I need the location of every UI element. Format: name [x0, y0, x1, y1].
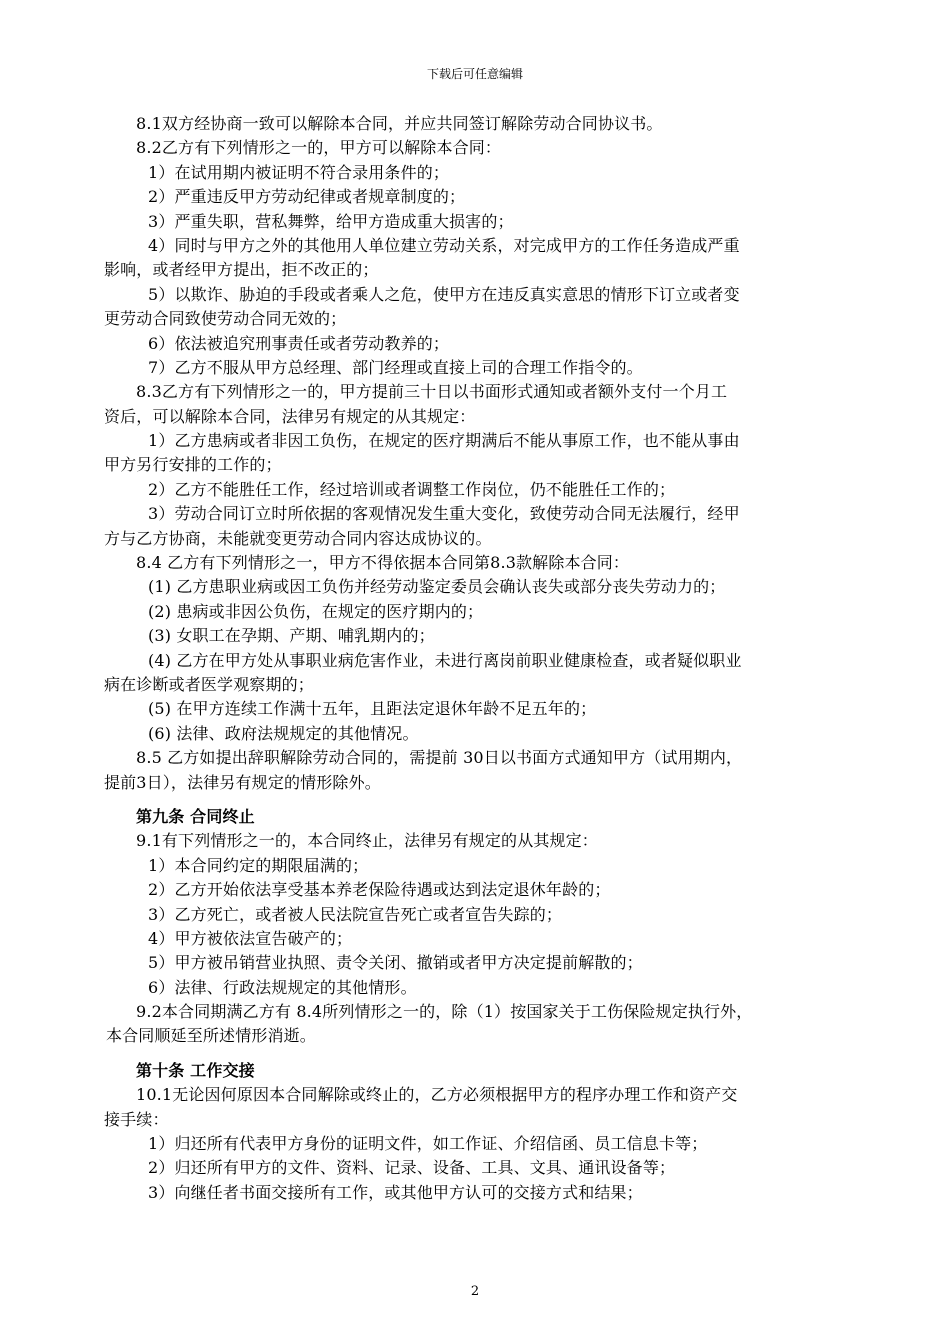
- text-line: 8.5 乙方如提出辞职解除劳动合同的，需提前 30日以书面方式通知甲方（试用期内，: [136, 748, 743, 768]
- text-line: 接手续：: [104, 1109, 169, 1129]
- text-line: (5) 在甲方连续工作满十五年，且距法定退休年龄不足五年的；: [148, 699, 597, 719]
- text-line: 提前3日），法律另有规定的情形除外。: [104, 772, 381, 792]
- text-line: 10.1无论因何原因本合同解除或终止的，乙方必须根据甲方的程序办理工作和资产交: [136, 1085, 738, 1105]
- document-body: [104, 112, 862, 1205]
- text-line: 8.1双方经协商一致可以解除本合同，并应共同签订解除劳动合同协议书。: [136, 114, 663, 133]
- text-line: 2）严重违反甲方劳动纪律或者规章制度的；: [148, 187, 466, 207]
- text-line: 6）法律、行政法规规定的其他情形。: [148, 977, 417, 997]
- text-line: 1）归还所有代表甲方身份的证明文件，如工作证、介绍信函、员工信息卡等；: [148, 1134, 708, 1154]
- text-line: 1）乙方患病或者非因工负伤，在规定的医疗期满后不能从事原工作，也不能从事由: [148, 431, 740, 451]
- text-line: 2）归还所有甲方的文件、资料、记录、设备、工具、文具、通讯设备等；: [148, 1158, 676, 1178]
- text-line: 1）本合同约定的期限届满的；: [148, 855, 369, 875]
- text-line: 3）乙方死亡，或者被人民法院宣告死亡或者宣告失踪的；: [148, 904, 563, 924]
- text-line: 5）甲方被吊销营业执照、责令关闭、撤销或者甲方决定提前解散的；: [148, 953, 643, 973]
- section-heading: 第十条 工作交接: [136, 1060, 255, 1080]
- text-line: 2）乙方不能胜任工作，经过培训或者调整工作岗位，仍不能胜任工作的；: [148, 479, 676, 499]
- text-line: 4）甲方被依法宣告破产的；: [148, 928, 353, 948]
- text-line: 3）劳动合同订立时所依据的客观情况发生重大变化，致使劳动合同无法履行，经甲: [148, 504, 740, 524]
- text-line: (6) 法律、政府法规规定的其他情况。: [148, 723, 419, 743]
- text-line: 更劳动合同致使劳动合同无效的；: [104, 309, 347, 329]
- text-line: (3) 女职工在孕期、产期、哺乳期内的；: [148, 626, 435, 646]
- text-line: 9.2本合同期满乙方有 8.4所列情形之一的，除（1）按国家关于工伤保险规定执行外，: [136, 1002, 753, 1022]
- text-line: 4）同时与甲方之外的其他用人单位建立劳动关系，对完成甲方的工作任务造成严重: [148, 235, 740, 255]
- text-line: 3）向继任者书面交接所有工作，或其他甲方认可的交接方式和结果；: [148, 1182, 643, 1202]
- text-line: 3）严重失职，营私舞弊，给甲方造成重大损害的；: [148, 211, 514, 231]
- text-line: 6）依法被追究刑事责任或者劳动教养的；: [148, 333, 450, 353]
- text-line: 本合同顺延至所述情形消逝。: [106, 1026, 316, 1046]
- text-line: 甲方另行安排的工作的；: [104, 455, 282, 475]
- text-line: 9.1有下列情形之一的，本合同终止，法律另有规定的从其规定：: [136, 831, 598, 851]
- text-line: 8.4 乙方有下列情形之一，甲方不得依据本合同第8.3款解除本合同：: [136, 553, 630, 573]
- text-line: 8.3乙方有下列情形之一的，甲方提前三十日以书面形式通知或者额外支付一个月工: [136, 382, 728, 402]
- text-line: (4) 乙方在甲方处从事职业病危害作业，未进行离岗前职业健康检查，或者疑似职业: [148, 650, 742, 670]
- text-line: 影响，或者经甲方提出，拒不改正的；: [104, 260, 379, 280]
- text-line: 资后，可以解除本合同，法律另有规定的从其规定：: [104, 406, 476, 426]
- text-line: (2) 患病或非因公负伤，在规定的医疗期内的；: [148, 601, 484, 621]
- page-header: 下载后可任意编辑: [426, 67, 523, 81]
- text-line: 1）在试用期内被证明不符合录用条件的；: [148, 162, 450, 182]
- text-line: 方与乙方协商，未能就变更劳动合同内容达成协议的。: [104, 528, 492, 548]
- section-heading: 第九条 合同终止: [136, 806, 255, 826]
- text-line: 2）乙方开始依法享受基本养老保险待遇或达到法定退休年龄的；: [148, 880, 611, 900]
- text-line: 7）乙方不服从甲方总经理、部门经理或直接上司的合理工作指令的。: [148, 357, 643, 377]
- text-line: 5）以欺诈、胁迫的手段或者乘人之危，使甲方在违反真实意思的情形下订立或者变: [148, 284, 740, 304]
- text-line: 病在诊断或者医学观察期的；: [104, 674, 314, 694]
- page-number: 2: [470, 1284, 480, 1299]
- text-line: (1) 乙方患职业病或因工负伤并经劳动鉴定委员会确认丧失或部分丧失劳动力的；: [148, 577, 726, 597]
- text-line: 8.2乙方有下列情形之一的，甲方可以解除本合同：: [136, 138, 502, 158]
